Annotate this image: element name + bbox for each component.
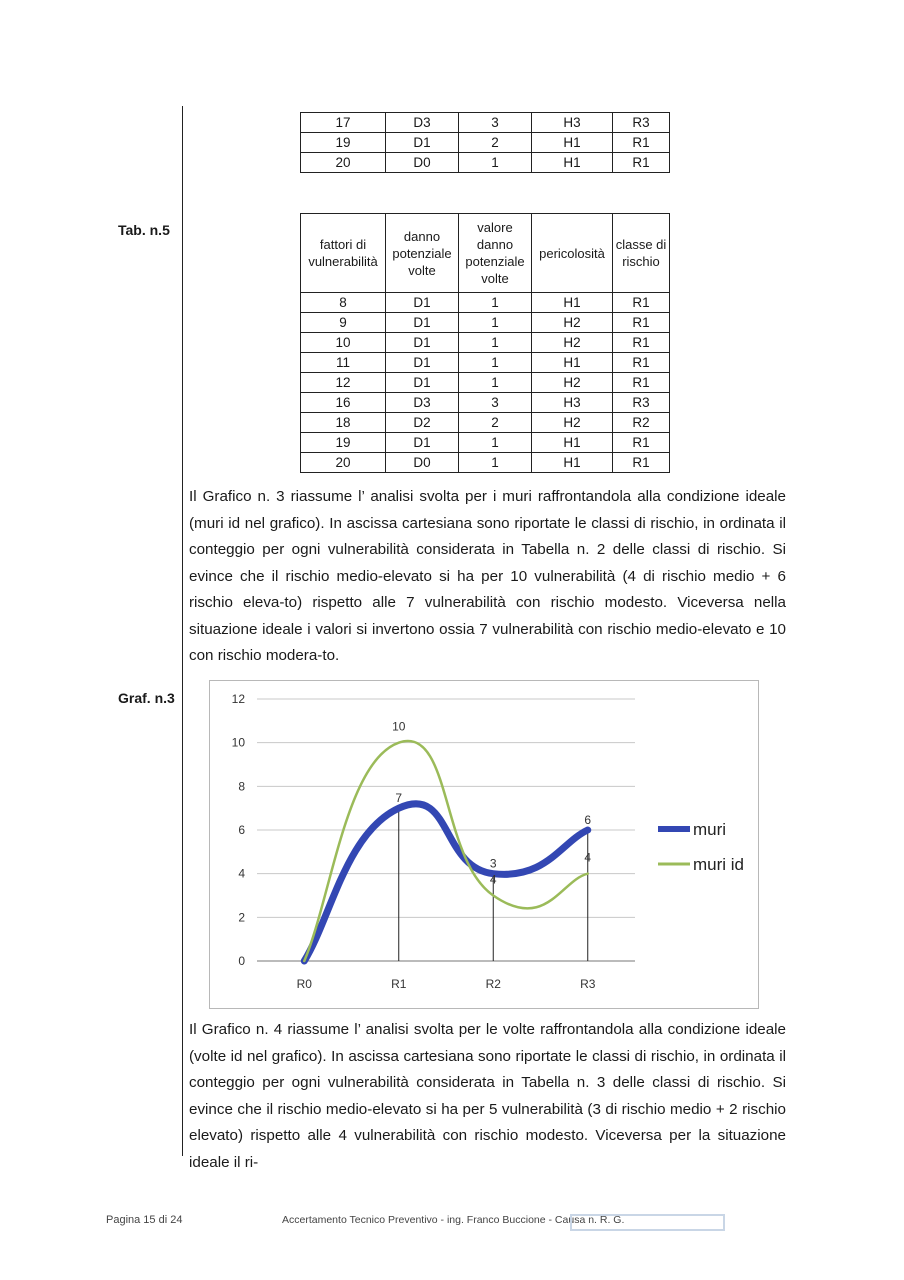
cell: D2	[386, 413, 459, 433]
legend-label: muri	[693, 820, 727, 839]
cell: R3	[613, 393, 670, 413]
cell: 1	[459, 153, 532, 173]
cell: 1	[459, 433, 532, 453]
cell: 19	[301, 133, 386, 153]
cell: R1	[613, 433, 670, 453]
cell: 17	[301, 113, 386, 133]
table-row	[301, 133, 670, 153]
cell: R1	[613, 133, 670, 153]
series-line-muri-id	[304, 741, 588, 961]
data-label: 3	[489, 856, 497, 871]
cell: R1	[613, 353, 670, 373]
paragraph-grafico-4: Il Grafico n. 4 riassume l’ analisi svolta per le volte raffrontandola alla condizione ideale (volte id nel grafico). In ascissa cartesiana sono riportate le classi di rischio, in ordinata il conteggio per ogni vulnerabilità considerata in Tabella n. 3 delle classi di rischio. Si evince che il rischio medio-elevato si ha per 5 vulnerabilità (3 di rischio medio + 2 rischio elevato) rispetto alle 4 vulnerabilità con rischio modesto. Viceversa per la situazione ideale il ri-	[189, 1021, 786, 1171]
cell: 19	[301, 433, 386, 453]
column-header: classe di rischio	[613, 214, 670, 293]
chart-label: Graf. n.3	[118, 690, 175, 706]
cell: H3	[532, 393, 613, 413]
cell: 20	[301, 153, 386, 173]
cell: D1	[386, 353, 459, 373]
y-tick-label: 12	[231, 692, 245, 706]
cell: R1	[613, 313, 670, 333]
footer-document: Accertamento Tecnico Preventivo - ing. Franco Buccione - Causa n. R. G.	[282, 1214, 625, 1226]
cell: R1	[613, 453, 670, 473]
table-header-row	[301, 214, 670, 293]
cell: R1	[613, 153, 670, 173]
footer-page-number: Pagina 15 di 24	[106, 1214, 183, 1226]
cell: 1	[459, 453, 532, 473]
table-row	[301, 313, 670, 333]
table-row	[301, 433, 670, 453]
cell: D1	[386, 133, 459, 153]
cell: 3	[459, 393, 532, 413]
cell: H1	[532, 433, 613, 453]
cell: 9	[301, 313, 386, 333]
cell: H2	[532, 333, 613, 353]
footer-blank-field	[570, 1214, 725, 1231]
table-row	[301, 113, 670, 133]
cell: H2	[532, 413, 613, 433]
cell: D1	[386, 333, 459, 353]
cell: H1	[532, 453, 613, 473]
cell: R2	[613, 413, 670, 433]
cell: H1	[532, 153, 613, 173]
cell: 8	[301, 293, 386, 313]
chart-frame	[209, 680, 759, 1009]
cell: 1	[459, 313, 532, 333]
table-5	[300, 213, 670, 473]
series-line-muri	[304, 804, 588, 961]
cell: D1	[386, 433, 459, 453]
table-label: Tab. n.5	[118, 222, 170, 238]
cell: R3	[613, 113, 670, 133]
margin-rule	[182, 106, 183, 1156]
cell: 10	[301, 333, 386, 353]
y-tick-label: 0	[238, 954, 245, 968]
cell: H3	[532, 113, 613, 133]
table-row	[301, 353, 670, 373]
cell: 16	[301, 393, 386, 413]
data-label: 10	[392, 719, 406, 734]
table-row	[301, 153, 670, 173]
cell: 12	[301, 373, 386, 393]
cell: H2	[532, 373, 613, 393]
data-label: 6	[584, 813, 592, 827]
cell: R1	[613, 293, 670, 313]
cell: H1	[532, 293, 613, 313]
column-header: fattori di vulnerabilità	[301, 214, 386, 293]
cell: D3	[386, 393, 459, 413]
cell: 1	[459, 333, 532, 353]
cell: D3	[386, 113, 459, 133]
table-row	[301, 293, 670, 313]
line-chart	[210, 681, 758, 1008]
cell: H1	[532, 133, 613, 153]
cell: D1	[386, 373, 459, 393]
paragraph-grafico-3: Il Grafico n. 3 riassume l’ analisi svolta per i muri raffrontandola alla condizione ideale (muri id nel grafico). In ascissa cartesiana sono riportate le classi di rischio, in ordinata il conteggio per ogni vulnerabilità considerata in Tabella n. 2 delle classi di rischio. Si evince che il rischio medio-elevato si ha per 10 vulnerabilità (4 di rischio medio + 6 rischio eleva-to) rispetto alle 7 vulnerabilità con rischio modesto. Viceversa nella situazione ideale i valori si invertono ossia 7 vulnerabilità con rischio medio-elevato e 10 con rischio modera-to.	[189, 488, 786, 664]
cell: 2	[459, 413, 532, 433]
legend-label: muri id	[693, 855, 745, 874]
table-row	[301, 453, 670, 473]
cell: H2	[532, 313, 613, 333]
table-row	[301, 333, 670, 353]
cell: H1	[532, 353, 613, 373]
data-label: 4	[489, 872, 497, 887]
y-tick-label: 10	[231, 735, 245, 750]
column-header: danno potenziale volte	[386, 214, 459, 293]
data-label: 7	[395, 791, 403, 806]
cell: D1	[386, 313, 459, 333]
column-header: valore danno potenziale volte	[459, 214, 532, 293]
y-tick-label: 2	[238, 910, 245, 925]
cell: D0	[386, 153, 459, 173]
table-row	[301, 413, 670, 433]
table-row	[301, 373, 670, 393]
y-tick-label: 8	[238, 779, 245, 794]
table-continued	[300, 112, 670, 173]
cell: 3	[459, 113, 532, 133]
cell: 18	[301, 413, 386, 433]
y-tick-label: 6	[238, 823, 245, 837]
cell: 1	[459, 293, 532, 313]
cell: 2	[459, 133, 532, 153]
x-tick-label: R3	[580, 977, 596, 991]
column-header: pericolosità	[532, 214, 613, 293]
cell: D0	[386, 453, 459, 473]
x-tick-label: R0	[296, 977, 312, 991]
cell: R1	[613, 333, 670, 353]
cell: 1	[459, 373, 532, 393]
cell: D1	[386, 293, 459, 313]
cell: R1	[613, 373, 670, 393]
x-tick-label: R2	[485, 977, 501, 991]
cell: 20	[301, 453, 386, 473]
cell: 11	[301, 353, 386, 373]
table-row	[301, 393, 670, 413]
cell: 1	[459, 353, 532, 373]
y-tick-label: 4	[238, 866, 245, 881]
x-tick-label: R1	[391, 977, 407, 991]
data-label: 4	[584, 850, 592, 865]
